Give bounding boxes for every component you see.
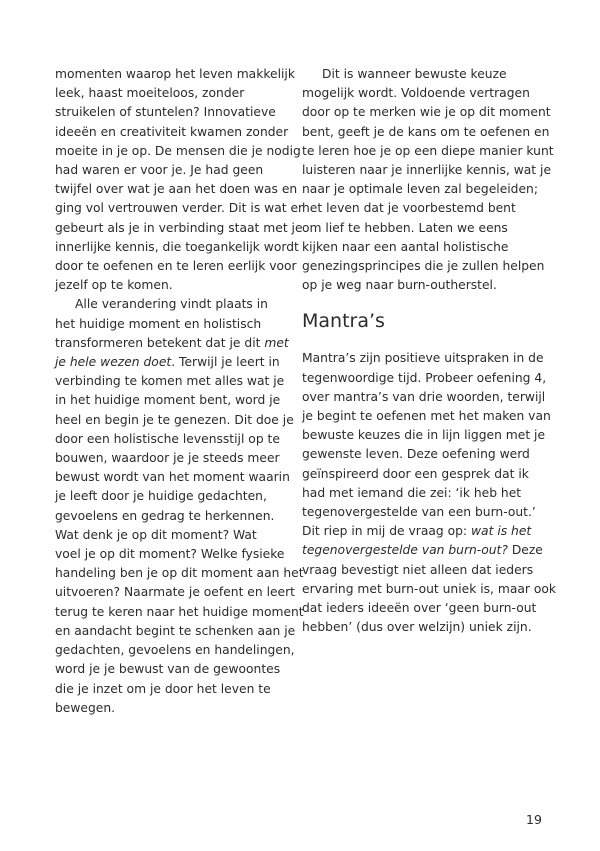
text-line: gebeurt als je in verbinding staat met je <box>55 220 303 235</box>
paragraph-conscious-choice <box>302 65 554 295</box>
text-run: . Terwijl je leert in <box>171 355 280 370</box>
text-line: tegenwoordige tijd. Probeer oefening 4, <box>302 370 547 385</box>
text-line: bewegen. <box>55 700 116 715</box>
text-line: je leeft door je huidige gedachten, <box>55 489 267 504</box>
text-line: door een holistische levensstijl op te <box>55 431 280 446</box>
emphasis-text: tegenovergestelde van burn-out? <box>302 543 508 558</box>
text-line: ging vol vertrouwen verder. Dit is wat er <box>55 201 304 216</box>
text-line: dat ieders ideeën over ‘geen burn-out <box>302 601 537 616</box>
text-line: word je je bewust van de gewoontes <box>55 662 281 677</box>
text-line: te leren hoe je op een diepe manier kunt <box>302 143 554 158</box>
text-run: transformeren betekent dat je dit <box>55 335 265 350</box>
text-line: twijfel over wat je aan het doen was en <box>55 182 298 197</box>
text-line: heel en begin je te genezen. Dit doe je <box>55 412 294 427</box>
text-line: om lief te hebben. Laten we eens <box>302 220 508 235</box>
text-line: jezelf op te komen. <box>55 278 173 293</box>
text-line: bewust wordt van het moment waarin <box>55 470 290 485</box>
text-run: Deze <box>507 543 543 558</box>
text-line: ideeën en creativiteit kwamen zonder <box>55 124 289 139</box>
text-line: op je weg naar burn-outherstel. <box>302 278 497 293</box>
text-line <box>55 353 290 372</box>
paragraph-transformation <box>55 295 304 717</box>
text-run: Dit riep in mij de vraag op: <box>302 524 471 539</box>
text-line: gevoelens en gedrag te herkennen. <box>55 508 275 523</box>
text-line: naar je optimale leven zal begeleiden; <box>302 182 538 197</box>
text-line: Dit is wanneer bewuste keuze <box>322 67 507 81</box>
text-line: bent, geeft je de kans om te oefenen en <box>302 124 550 139</box>
text-line <box>55 334 290 353</box>
text-line: had met iemand die zei: ‘ik heb het <box>302 485 522 500</box>
text-line <box>302 522 546 541</box>
text-line: Mantra’s zijn positieve uitspraken in de <box>302 351 544 366</box>
text-line: moeite in je op. De mensen die je nodig <box>55 143 301 158</box>
emphasis-text: je hele wezen doet <box>55 355 172 370</box>
text-line: bouwen, waardoor je je steeds meer <box>55 451 280 466</box>
text-line: je begint te oefenen met het maken van <box>302 409 551 424</box>
text-line: over mantra’s van drie woorden, terwijl <box>302 389 546 404</box>
text-line: geïnspireerd door een gesprek dat ik <box>302 466 529 481</box>
emphasis-text: wat is het <box>471 524 532 539</box>
text-line: voel je op dit moment? Welke fysieke <box>55 547 285 562</box>
paragraph-intro <box>55 65 304 295</box>
text-line: terug te keren naar het huidige moment <box>55 604 304 619</box>
text-line: tegenovergestelde van een burn-out.’ <box>302 505 536 520</box>
text-line: Wat denk je op dit moment? Wat <box>55 527 257 542</box>
text-line: in het huidige moment bent, word je <box>55 393 281 408</box>
text-line: struikelen of stuntelen? Innovatieve <box>55 105 276 120</box>
section-heading: Mantra’s <box>302 310 385 333</box>
text-line: leek, haast moeiteloos, zonder <box>55 86 245 101</box>
text-line: innerlijke kennis, die toegankelijk wordt <box>55 239 299 254</box>
text-line: mogelijk wordt. Voldoende vertragen <box>302 86 530 101</box>
text-line: hebben’ (dus over welzijn) uniek zijn. <box>302 620 532 635</box>
text-line: door te oefenen en te leren eerlijk voor <box>55 259 297 274</box>
text-line: Alle verandering vindt plaats in <box>75 297 268 312</box>
text-line: door op te merken wie je op dit moment <box>302 105 551 120</box>
text-line: had waren er voor je. Je had geen <box>55 163 264 178</box>
text-line: gewenste leven. Deze oefening werd <box>302 447 530 462</box>
text-line: handeling ben je op dit moment aan het <box>55 566 304 581</box>
text-line: en aandacht begint te schenken aan je <box>55 623 296 638</box>
text-line: verbinding te komen met alles wat je <box>55 374 285 389</box>
text-line: momenten waarop het leven makkelijk <box>55 67 295 81</box>
paragraph-mantras <box>302 349 557 637</box>
right-column <box>302 65 557 637</box>
text-line: luisteren naar je innerlijke kennis, wat je <box>302 163 552 178</box>
text-line: het huidige moment en holistisch <box>55 316 262 331</box>
text-line: die je inzet om je door het leven te <box>55 681 271 696</box>
text-line: ervaring met burn-out uniek is, maar ook <box>302 581 557 596</box>
text-line <box>302 541 546 560</box>
left-column <box>55 65 304 718</box>
text-line: genezingsprincipes die je zullen helpen <box>302 259 545 274</box>
text-line: vraag bevestigt niet alleen dat ieders <box>302 562 534 577</box>
text-line: kijken naar een aantal holistische <box>302 239 509 254</box>
text-line: het leven dat je voorbestemd bent <box>302 201 516 216</box>
text-line: bewuste keuzes die in lijn liggen met je <box>302 428 546 443</box>
page-number: 19 <box>526 812 542 827</box>
emphasis-text: met <box>264 335 289 350</box>
text-line: uitvoeren? Naarmate je oefent en leert <box>55 585 295 600</box>
text-line: gedachten, gevoelens en handelingen, <box>55 643 295 658</box>
